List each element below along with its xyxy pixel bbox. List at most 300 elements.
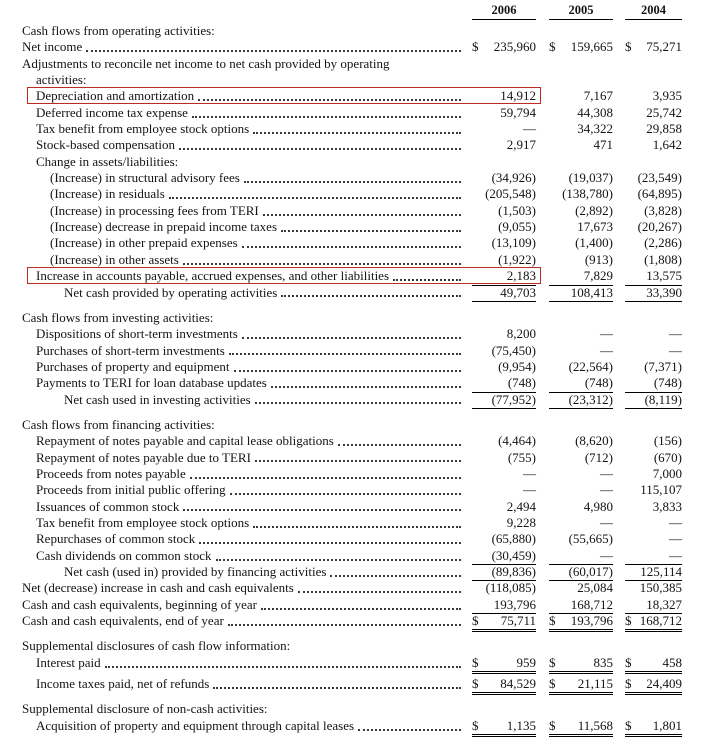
dot-leader [179, 148, 461, 150]
row-label: Change in assets/liabilities: [36, 153, 179, 169]
row-label: Supplemental disclosures of cash flow information: [22, 638, 291, 654]
value-number: (23,312) [568, 391, 613, 407]
value-cell-2005 [549, 392, 613, 409]
value-cell-2004 [625, 105, 682, 121]
dollar-sign: $ [472, 39, 479, 55]
table-row-highlighted [22, 88, 682, 104]
value-cell-2004 [625, 392, 682, 409]
value-number: (2,892) [575, 202, 613, 218]
row-label: Repayment of notes payable and capital lease obligations [36, 433, 334, 449]
value-number: 4,980 [583, 498, 613, 514]
dot-leader [261, 608, 461, 610]
value-number: (77,952) [491, 391, 536, 407]
value-number: (670) [653, 449, 682, 465]
table-row [22, 597, 682, 613]
value-number: 959 [516, 654, 536, 670]
value-number: 14,912 [500, 88, 536, 104]
row-label: Interest paid [36, 654, 101, 670]
dot-leader [229, 353, 461, 355]
value-cell-2006 [472, 499, 536, 515]
value-cell-2004 [625, 564, 682, 581]
row-label-area [22, 564, 464, 580]
value-number: (30,459) [491, 547, 536, 563]
row-label-area [22, 56, 682, 72]
value-cell-2005 [549, 597, 613, 614]
dot-leader [213, 687, 461, 689]
value-cell-2006 [472, 39, 536, 55]
value-number: — [523, 482, 536, 498]
value-number: 25,084 [577, 580, 613, 596]
value-number: 3,833 [652, 498, 682, 514]
value-cell-2006 [472, 343, 536, 359]
dollar-sign: $ [625, 39, 632, 55]
value-cell-2005 [549, 88, 613, 104]
value-cell-2005 [549, 499, 613, 515]
row-label-area [22, 343, 464, 359]
dollar-sign: $ [549, 39, 556, 55]
table-row [22, 252, 682, 268]
row-label: Dispositions of short-term investments [36, 326, 238, 342]
value-number: 8,200 [506, 326, 536, 342]
row-label-area [22, 72, 682, 88]
table-row [22, 154, 682, 170]
table-row [22, 417, 682, 433]
value-cell-2006 [472, 219, 536, 235]
row-label-area [22, 482, 464, 498]
value-cell-2006 [472, 482, 536, 498]
column-header-2006: 2006 [472, 3, 536, 20]
value-cell-2006 [472, 450, 536, 466]
row-label: Increase in accounts payable, accrued expenses, and other liabilities [36, 268, 390, 284]
table-row [22, 219, 682, 235]
table-row [22, 72, 682, 88]
row-label-area [22, 121, 464, 137]
row-label-area [22, 597, 464, 613]
row-label-area [22, 392, 464, 408]
row-label: Cash dividends on common stock [36, 547, 212, 563]
value-cell-2005 [549, 450, 613, 466]
section-gap [22, 408, 682, 417]
value-cell-2004 [625, 676, 682, 695]
value-number: (65,880) [491, 531, 536, 547]
dot-leader [253, 526, 461, 528]
value-cell-2005 [549, 219, 613, 235]
dollar-sign: $ [472, 654, 479, 670]
value-cell-2006 [472, 252, 536, 268]
value-cell-2004 [625, 499, 682, 515]
value-cell-2005 [549, 375, 613, 392]
value-number: 115,107 [640, 482, 682, 498]
value-number: (1,922) [498, 251, 536, 267]
value-number: (156) [653, 433, 682, 449]
value-cell-2006 [472, 548, 536, 565]
row-label-area [22, 701, 682, 717]
value-cell-2004 [625, 515, 682, 531]
value-number: (9,954) [498, 358, 536, 374]
value-number: (748) [507, 375, 536, 391]
value-cell-2004 [625, 718, 682, 737]
row-label-area [22, 531, 464, 547]
dot-leader [216, 559, 462, 561]
value-cell-2004 [625, 531, 682, 547]
dot-leader [298, 591, 461, 593]
value-number: — [600, 326, 613, 342]
row-label-area [22, 433, 464, 449]
value-number: 7,829 [583, 268, 613, 284]
value-cell-2004 [625, 433, 682, 449]
value-cell-2004 [625, 613, 682, 632]
value-cell-2006 [472, 613, 536, 632]
value-number: 1,642 [652, 137, 682, 153]
value-number: 34,322 [577, 121, 613, 137]
table-row [22, 121, 682, 137]
table-row [22, 203, 682, 219]
dot-leader [253, 132, 461, 134]
value-cell-2004 [625, 655, 682, 674]
row-label: Tax benefit from employee stock options [36, 514, 250, 530]
dot-leader [271, 386, 461, 388]
value-cell-2005 [549, 359, 613, 375]
value-number: 49,703 [500, 284, 536, 300]
value-number: 1,135 [506, 717, 536, 733]
dollar-sign: $ [625, 717, 632, 733]
value-number: 75,711 [500, 613, 536, 629]
dollar-sign: $ [549, 613, 556, 629]
value-cell-2004 [625, 252, 682, 268]
value-cell-2005 [549, 203, 613, 219]
value-number: — [669, 547, 682, 563]
dot-leader [338, 444, 461, 446]
value-number: — [523, 121, 536, 137]
value-cell-2004 [625, 326, 682, 342]
row-label: Depreciation and amortization [36, 88, 195, 104]
value-cell-2005 [549, 170, 613, 186]
table-row [22, 105, 682, 121]
dot-leader [86, 50, 461, 52]
value-number: 44,308 [577, 104, 613, 120]
value-number: 471 [593, 137, 613, 153]
row-label: Issuances of common stock [36, 498, 180, 514]
row-label: Net income [22, 39, 83, 55]
table-row [22, 613, 682, 629]
dot-leader [263, 214, 461, 216]
row-label: Purchases of property and equipment [36, 358, 230, 374]
row-label-area [22, 268, 464, 284]
row-label: Repurchases of common stock [36, 531, 196, 547]
value-number: 458 [662, 654, 682, 670]
value-cell-2005 [549, 580, 613, 596]
value-cell-2006 [472, 375, 536, 392]
value-cell-2005 [549, 655, 613, 674]
value-number: (34,926) [491, 170, 536, 186]
value-cell-2006 [472, 326, 536, 342]
table-row [22, 285, 682, 301]
dot-leader [242, 246, 461, 248]
column-header-row [22, 3, 682, 23]
value-number: 193,796 [493, 596, 536, 612]
row-label: (Increase) in other prepaid expenses [50, 235, 238, 251]
value-cell-2004 [625, 343, 682, 359]
table-row [22, 482, 682, 498]
value-number: — [669, 342, 682, 358]
value-cell-2004 [625, 466, 682, 482]
dot-leader [255, 460, 461, 462]
value-cell-2005 [549, 326, 613, 342]
table-row [22, 564, 682, 580]
value-cell-2004 [625, 375, 682, 392]
row-label-area [22, 548, 464, 564]
value-number: (1,808) [644, 251, 682, 267]
dollar-sign: $ [472, 613, 479, 629]
value-cell-2005 [549, 121, 613, 137]
value-cell-2006 [472, 676, 536, 695]
dollar-sign: $ [549, 717, 556, 733]
value-cell-2005 [549, 718, 613, 737]
dot-leader [183, 509, 461, 511]
value-number: 168,712 [570, 596, 613, 612]
row-label-area [22, 450, 464, 466]
table-row [22, 343, 682, 359]
value-number: 7,000 [652, 465, 682, 481]
value-cell-2006 [472, 285, 536, 302]
table-row [22, 359, 682, 375]
value-cell-2004 [625, 580, 682, 596]
value-number: — [600, 465, 613, 481]
value-number: (3,828) [644, 202, 682, 218]
row-label-area [22, 219, 464, 235]
value-number: 125,114 [640, 564, 682, 579]
value-cell-2006 [472, 718, 536, 737]
value-number: 84,529 [500, 676, 536, 692]
dot-leader [234, 370, 461, 372]
value-number: (89,836) [491, 564, 536, 579]
table-row [22, 23, 682, 39]
value-cell-2005 [549, 39, 613, 55]
dot-leader [105, 666, 461, 668]
table-row [22, 531, 682, 547]
value-cell-2004 [625, 450, 682, 466]
value-number: (8,119) [644, 391, 682, 407]
value-cell-2005 [549, 433, 613, 449]
row-label: Payments to TERI for loan database updates [36, 375, 267, 391]
value-number: 33,390 [646, 284, 682, 300]
row-label-area [22, 417, 682, 433]
row-label-area [22, 105, 464, 121]
row-label: (Increase) in structural advisory fees [50, 170, 240, 186]
value-cell-2006 [472, 564, 536, 581]
value-cell-2006 [472, 392, 536, 409]
value-number: 108,413 [570, 284, 613, 300]
value-number: (13,109) [491, 235, 536, 251]
value-cell-2006 [472, 359, 536, 375]
table-row [22, 638, 682, 654]
value-number: (2,286) [644, 235, 682, 251]
value-cell-2006 [472, 235, 536, 251]
value-cell-2005 [549, 482, 613, 498]
row-label: (Increase) in processing fees from TERI [50, 202, 259, 218]
dollar-sign: $ [625, 613, 632, 629]
row-label-area [22, 515, 464, 531]
value-number: 3,935 [652, 88, 682, 104]
value-number: 29,858 [646, 121, 682, 137]
row-label: Deferred income tax expense [36, 104, 188, 120]
value-cell-2004 [625, 235, 682, 251]
value-number: (712) [584, 449, 613, 465]
value-number: (755) [507, 449, 536, 465]
row-label: Supplemental disclosure of non-cash activities: [22, 701, 268, 717]
row-label-area [22, 466, 464, 482]
dot-leader [255, 402, 461, 404]
value-number: 25,742 [646, 104, 682, 120]
table-body [22, 23, 682, 734]
value-cell-2005 [549, 137, 613, 153]
row-label-area [22, 203, 464, 219]
value-number: 168,712 [639, 613, 682, 629]
table-row [22, 499, 682, 515]
row-label-area [22, 310, 682, 326]
value-cell-2005 [549, 676, 613, 695]
value-number: (64,895) [637, 186, 682, 202]
value-cell-2004 [625, 186, 682, 202]
row-label-area [22, 676, 464, 692]
table-row [22, 170, 682, 186]
table-row [22, 450, 682, 466]
row-label: Stock-based compensation [36, 137, 175, 153]
value-number: 75,271 [646, 39, 682, 55]
value-number: 235,960 [493, 39, 536, 55]
value-number: 59,794 [500, 104, 536, 120]
dot-leader [330, 575, 461, 577]
value-cell-2004 [625, 359, 682, 375]
row-label-area [22, 718, 464, 734]
dollar-sign: $ [472, 717, 479, 733]
value-cell-2004 [625, 268, 682, 285]
row-label: Cash and cash equivalents, beginning of year [22, 596, 258, 612]
value-cell-2005 [549, 466, 613, 482]
row-label: Cash flows from financing activities: [22, 416, 215, 432]
value-number: 159,665 [570, 39, 613, 55]
dot-leader [242, 337, 461, 339]
dot-leader [169, 197, 461, 199]
table-row [22, 235, 682, 251]
table-row [22, 375, 682, 391]
row-label-area [22, 23, 682, 39]
row-label: Adjustments to reconcile net income to net cash provided by operating [22, 55, 390, 71]
value-cell-2005 [549, 613, 613, 632]
dot-leader [281, 295, 461, 297]
value-cell-2004 [625, 548, 682, 565]
value-number: (118,085) [485, 580, 536, 596]
value-cell-2006 [472, 655, 536, 674]
value-cell-2006 [472, 433, 536, 449]
value-number: 835 [593, 654, 613, 670]
value-number: — [600, 342, 613, 358]
row-label: Net cash (used in) provided by financing activities [64, 564, 327, 579]
value-number: — [669, 514, 682, 530]
row-label: Tax benefit from employee stock options [36, 121, 250, 137]
section-gap [22, 301, 682, 310]
dot-leader [190, 477, 461, 479]
value-number: 21,115 [577, 676, 613, 692]
value-cell-2004 [625, 39, 682, 55]
dollar-sign: $ [625, 654, 632, 670]
row-label-area [22, 154, 682, 170]
value-number: 24,409 [646, 676, 682, 692]
row-label: Net cash used in investing activities [64, 391, 251, 407]
value-cell-2004 [625, 285, 682, 302]
value-cell-2006 [472, 170, 536, 186]
row-label-area [22, 235, 464, 251]
value-cell-2004 [625, 597, 682, 614]
row-label: Repayment of notes payable due to TERI [36, 449, 251, 465]
row-label-area [22, 252, 464, 268]
value-cell-2006 [472, 515, 536, 531]
row-label-area [22, 186, 464, 202]
value-cell-2006 [472, 531, 536, 547]
row-label: Acquisition of property and equipment through capital leases [36, 717, 355, 733]
table-row [22, 39, 682, 55]
dollar-sign: $ [472, 676, 479, 692]
table-row [22, 548, 682, 564]
value-cell-2004 [625, 219, 682, 235]
row-label-area [22, 499, 464, 515]
value-number: — [523, 465, 536, 481]
value-number: (4,464) [498, 433, 536, 449]
row-label-area [22, 655, 464, 671]
value-cell-2006 [472, 597, 536, 614]
value-number: (7,371) [644, 358, 682, 374]
dollar-sign: $ [549, 654, 556, 670]
row-label: Income taxes paid, net of refunds [36, 676, 210, 692]
dot-leader [192, 116, 461, 118]
dot-leader [281, 230, 461, 232]
table-row [22, 676, 682, 692]
row-label: Net (decrease) increase in cash and cash equivalents [22, 580, 294, 596]
table-row [22, 433, 682, 449]
row-label-area [22, 375, 464, 391]
row-label: (Increase) in residuals [50, 186, 165, 202]
value-number: 2,917 [506, 137, 536, 153]
value-number: 17,673 [577, 219, 613, 235]
value-number: 2,494 [506, 498, 536, 514]
value-number: (205,548) [485, 186, 536, 202]
value-cell-2004 [625, 203, 682, 219]
value-cell-2006 [472, 268, 536, 285]
row-label: (Increase) in other assets [50, 251, 179, 267]
value-cell-2005 [549, 515, 613, 531]
value-number: (8,620) [575, 433, 613, 449]
value-number: (138,780) [562, 186, 613, 202]
row-label-area [22, 326, 464, 342]
table-row [22, 718, 682, 734]
row-label: (Increase) decrease in prepaid income taxes [50, 219, 278, 235]
value-cell-2004 [625, 170, 682, 186]
value-number: (20,267) [637, 219, 682, 235]
value-cell-2006 [472, 105, 536, 121]
value-cell-2006 [472, 186, 536, 202]
dot-leader [358, 729, 461, 731]
table-row-highlighted [22, 268, 682, 284]
dot-leader [199, 542, 461, 544]
value-cell-2005 [549, 343, 613, 359]
value-number: (55,665) [568, 531, 613, 547]
table-row [22, 466, 682, 482]
row-label-area [22, 137, 464, 153]
table-row [22, 580, 682, 596]
value-number: — [600, 514, 613, 530]
table-row [22, 137, 682, 153]
row-label-area [22, 613, 464, 629]
